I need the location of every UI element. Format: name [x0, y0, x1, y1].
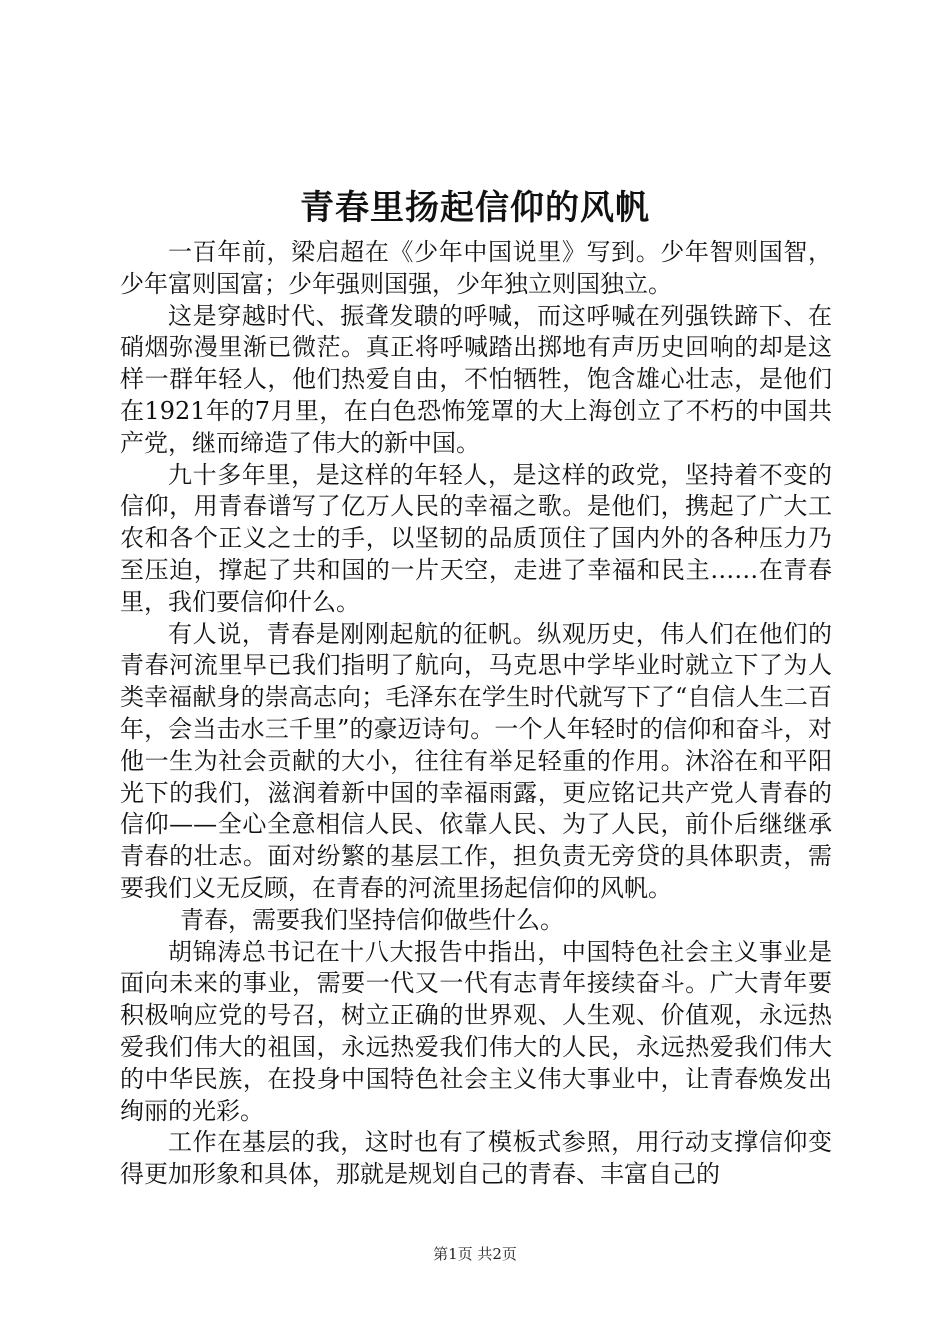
paragraph-3: 九十多年里，是这样的年轻人，是这样的政党，坚持着不变的信仰，用青春谱写了亿万人民的幸福之歌。是他们，携起了广大工农和各个正义之士的手，以坚韧的品质顶住了国内外的各种压力乃至压迫，撑起了共和国的一片天空，走进了幸福和民主……在青春里，我们要信仰什么。	[120, 460, 832, 616]
page-footer: 第1页 共2页	[433, 1245, 517, 1263]
paragraph-1: 一百年前，梁启超在《少年中国说里》写到。少年智则国智，少年富则国富；少年强则国强，少年独立则国独立。	[120, 238, 832, 298]
paragraph-7: 工作在基层的我，这时也有了模板式参照，用行动支撑信仰变得更加形象和具体，那就是规划自己的青春、丰富自己的	[120, 1128, 832, 1189]
paragraph-5: 青春，需要我们坚持信仰做些什么。	[180, 905, 564, 934]
document-body	[120, 237, 832, 1191]
paragraph-6: 胡锦涛总书记在十八大报告中指出，中国特色社会主义事业是面向未来的事业，需要一代又一代有志青年接续奋斗。广大青年要积极响应党的号召，树立正确的世界观、人生观、价值观，永远热爱我们伟大的祖国，永远热爱我们伟大的人民，永远热爱我们伟大的中华民族，在投身中国特色社会主义伟大事业中，让青春焕发出绚丽的光彩。	[120, 937, 832, 1125]
paragraph-4: 有人说，青春是刚刚起航的征帆。纵观历史，伟人们在他们的青春河流里早已我们指明了航向，马克思中学毕业时就立下了为人类幸福献身的崇高志向；毛泽东在学生时代就写下了“自信人生二百年，会当击水三千里”的豪迈诗句。一个人年轻时的信仰和奋斗，对他一生为社会贡献的大小，往往有举足轻重的作用。沐浴在和平阳光下的我们，滋润着新中国的幸福雨露，更应铭记共产党人青春的信仰——全心全意相信人民、依靠人民、为了人民，前仆后继继承青春的壮志。面对纷繁的基层工作，担负责无旁贷的具体职责，需要我们义无反顾，在青春的河流里扬起信仰的风帆。	[120, 619, 832, 902]
paragraph-2: 这是穿越时代、振聋发聩的呼喊，而这呼喊在列强铁蹄下、在硝烟弥漫里渐已微茫。真正将呼喊踏出掷地有声历史回响的却是这样一群年轻人，他们热爱自由，不怕牺牲，饱含雄心壮志，是他们在1921年的7月里，在白色恐怖笼罩的大上海创立了不朽的中国共产党，继而缔造了伟大的新中国。	[120, 301, 832, 457]
document-title: 青春里扬起信仰的风帆	[300, 188, 650, 228]
